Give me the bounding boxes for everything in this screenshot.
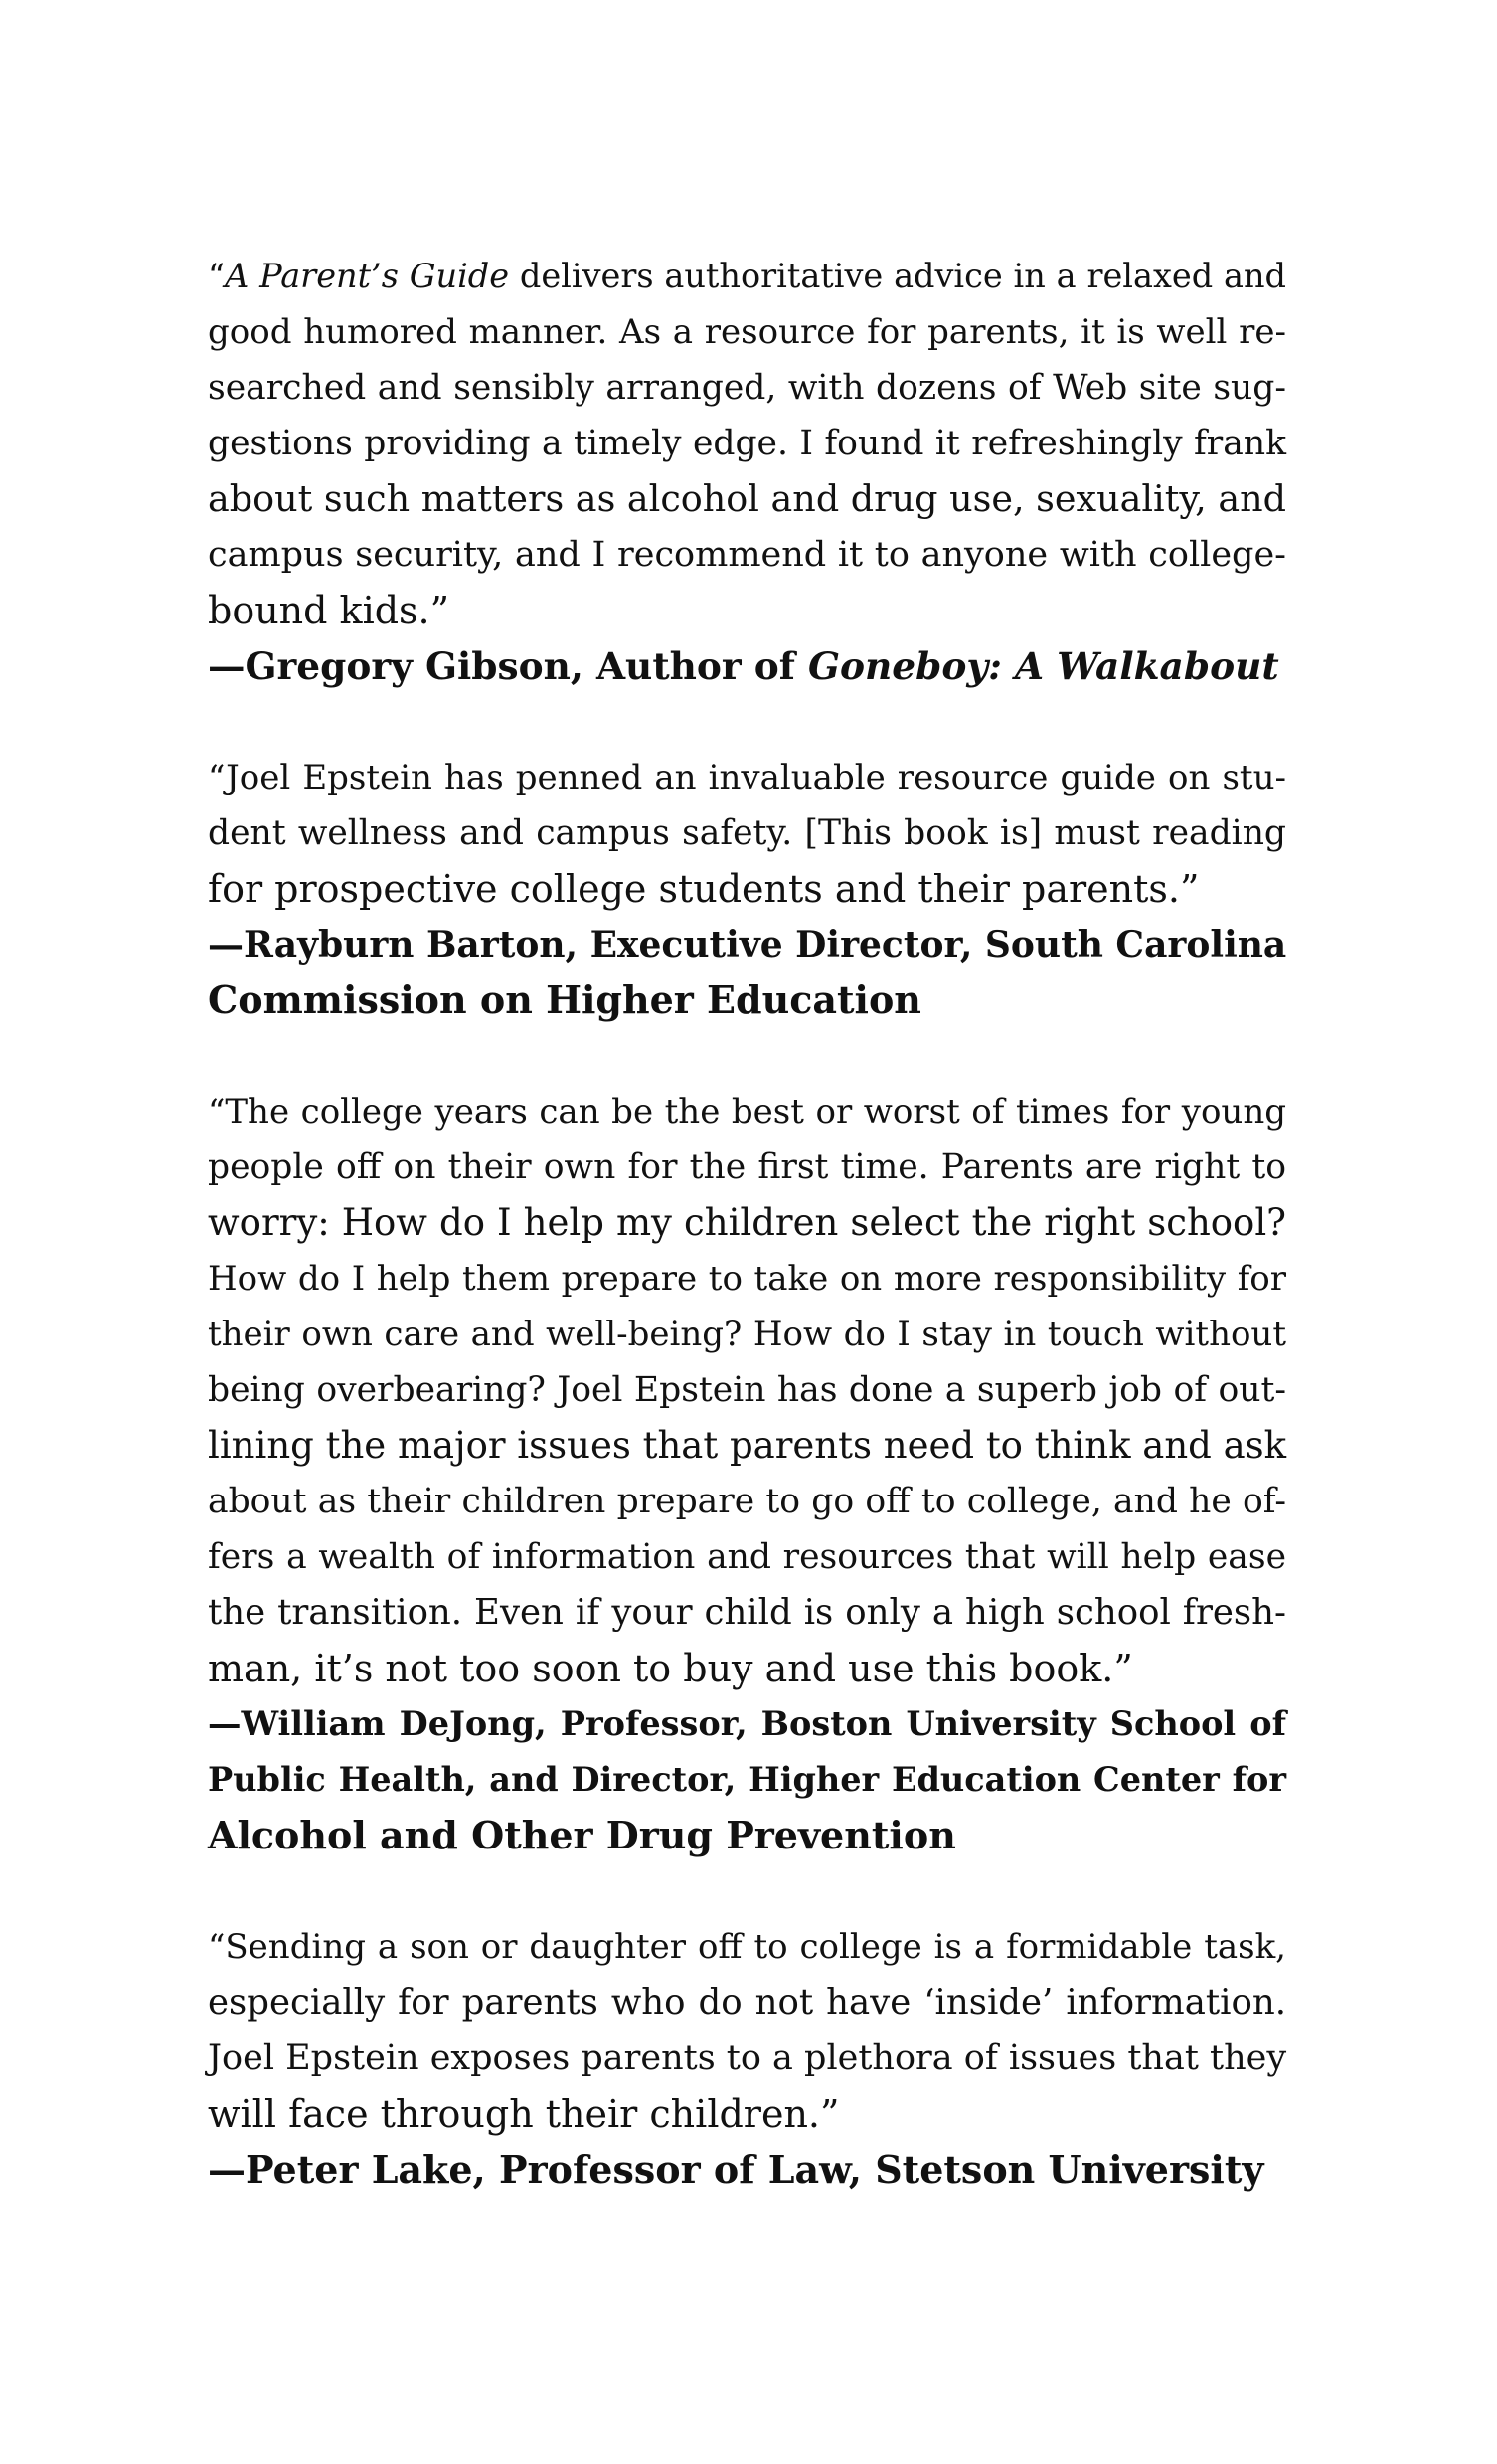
quote-line	[208, 1474, 1286, 1529]
text-run: —Rayburn Barton, Executive Director, South Carolina	[208, 924, 1287, 966]
text-run: “The college years can be the best or worst of times for young	[208, 1092, 1286, 1132]
endorsement-quote	[208, 1084, 1286, 1696]
quote-line	[208, 416, 1286, 471]
endorsement-blurb	[208, 249, 1286, 694]
attribution-line	[208, 972, 1286, 1028]
quote-line	[208, 304, 1286, 360]
quote-line	[208, 1641, 1286, 1696]
quote-line	[208, 2030, 1286, 2086]
text-run: about such matters as alcohol and drug use, sexuality, and	[208, 477, 1286, 520]
quote-line	[208, 1529, 1286, 1585]
endorsements-page	[208, 249, 1286, 2253]
text-run: Alcohol and Other Drug Prevention	[208, 1813, 956, 1857]
endorsement-attribution	[208, 1696, 1286, 1863]
quote-line	[208, 1418, 1286, 1474]
text-run: people off on their own for the first time. Parents are right to	[208, 1147, 1286, 1187]
text-run: lining the major issues that parents need to think and ask	[208, 1424, 1287, 1467]
text-run: being overbearing? Joel Epstein has done a superb job of out-	[208, 1370, 1286, 1410]
text-run: “	[208, 257, 226, 295]
quote-line	[208, 1195, 1286, 1251]
text-run: Joel Epstein exposes parents to a plethora of issues that they	[208, 2038, 1287, 2078]
attribution-line	[208, 917, 1286, 972]
text-run: campus security, and I recommend it to anyone with college-	[208, 535, 1286, 575]
text-run: worry: How do I help my children select the right school?	[208, 1201, 1286, 1244]
quote-line	[208, 1975, 1286, 2030]
text-run: about as their children prepare to go off to college, and he of-	[208, 1482, 1286, 1521]
blurb-list	[208, 249, 1286, 2198]
endorsement-attribution	[208, 2142, 1286, 2198]
text-run: delivers authoritative advice in a relaxed and	[509, 257, 1286, 295]
attribution-line	[208, 638, 1286, 694]
quote-line	[208, 1919, 1286, 1975]
quote-line	[208, 360, 1286, 416]
book-title: Goneboy: A Walkabout	[807, 644, 1279, 688]
quote-line	[208, 2086, 1286, 2142]
endorsement-blurb	[208, 1919, 1286, 2198]
text-run: How do I help them prepare to take on more responsibility for	[208, 1259, 1286, 1299]
text-run: gestions providing a timely edge. I found it refreshingly frank	[208, 424, 1286, 463]
quote-line	[208, 471, 1286, 527]
endorsement-attribution	[208, 917, 1286, 1028]
text-run: bound kids.”	[208, 589, 450, 632]
quote-line	[208, 750, 1286, 805]
endorsement-quote	[208, 1919, 1286, 2142]
text-run: especially for parents who do not have ‘inside’ information.	[208, 1982, 1286, 2023]
text-run: will face through their children.”	[208, 2092, 840, 2136]
book-title: A Parent’s Guide	[225, 257, 510, 295]
text-run: —Peter Lake, Professor of Law, Stetson University	[208, 2147, 1264, 2192]
text-run: —Gregory Gibson, Author of	[208, 644, 808, 688]
quote-line	[208, 583, 1286, 638]
text-run: man, it’s not too soon to buy and use this book.”	[208, 1647, 1133, 1690]
text-run: the transition. Even if your child is only a high school fresh-	[208, 1592, 1286, 1633]
text-run: “Joel Epstein has penned an invaluable resource guide on stu-	[208, 758, 1286, 797]
attribution-line	[208, 1808, 1286, 1863]
quote-line	[208, 805, 1286, 861]
quote-line	[208, 1084, 1286, 1140]
endorsement-blurb	[208, 750, 1286, 1028]
text-run: Public Health, and Director, Higher Education Center for	[208, 1760, 1286, 1799]
text-run: Commission on Higher Education	[208, 977, 921, 1022]
text-run: fers a wealth of information and resources that will help ease	[208, 1537, 1286, 1577]
attribution-line	[208, 1696, 1286, 1752]
text-run: their own care and well-being? How do I stay in touch without	[208, 1315, 1286, 1354]
quote-line	[208, 1362, 1286, 1418]
quote-line	[208, 1307, 1286, 1362]
endorsement-quote	[208, 249, 1286, 638]
attribution-line	[208, 1752, 1286, 1808]
quote-line	[208, 1251, 1286, 1307]
attribution-line	[208, 2142, 1286, 2198]
text-run: dent wellness and campus safety. [This book is] must reading	[208, 813, 1286, 853]
endorsement-attribution	[208, 638, 1286, 694]
text-run: “Sending a son or daughter off to college is a formidable task,	[208, 1927, 1286, 1967]
endorsement-blurb	[208, 1084, 1286, 1863]
quote-line	[208, 861, 1286, 917]
text-run: for prospective college students and their parents.”	[208, 867, 1200, 911]
text-run: searched and sensibly arranged, with dozens of Web site sug-	[208, 368, 1286, 408]
endorsement-quote	[208, 750, 1286, 917]
text-run: good humored manner. As a resource for parents, it is well re-	[208, 312, 1286, 352]
quote-line	[208, 249, 1286, 304]
quote-line	[208, 1585, 1286, 1641]
quote-line	[208, 1140, 1286, 1195]
quote-line	[208, 527, 1286, 583]
text-run: —William DeJong, Professor, Boston University School of	[208, 1704, 1286, 1743]
